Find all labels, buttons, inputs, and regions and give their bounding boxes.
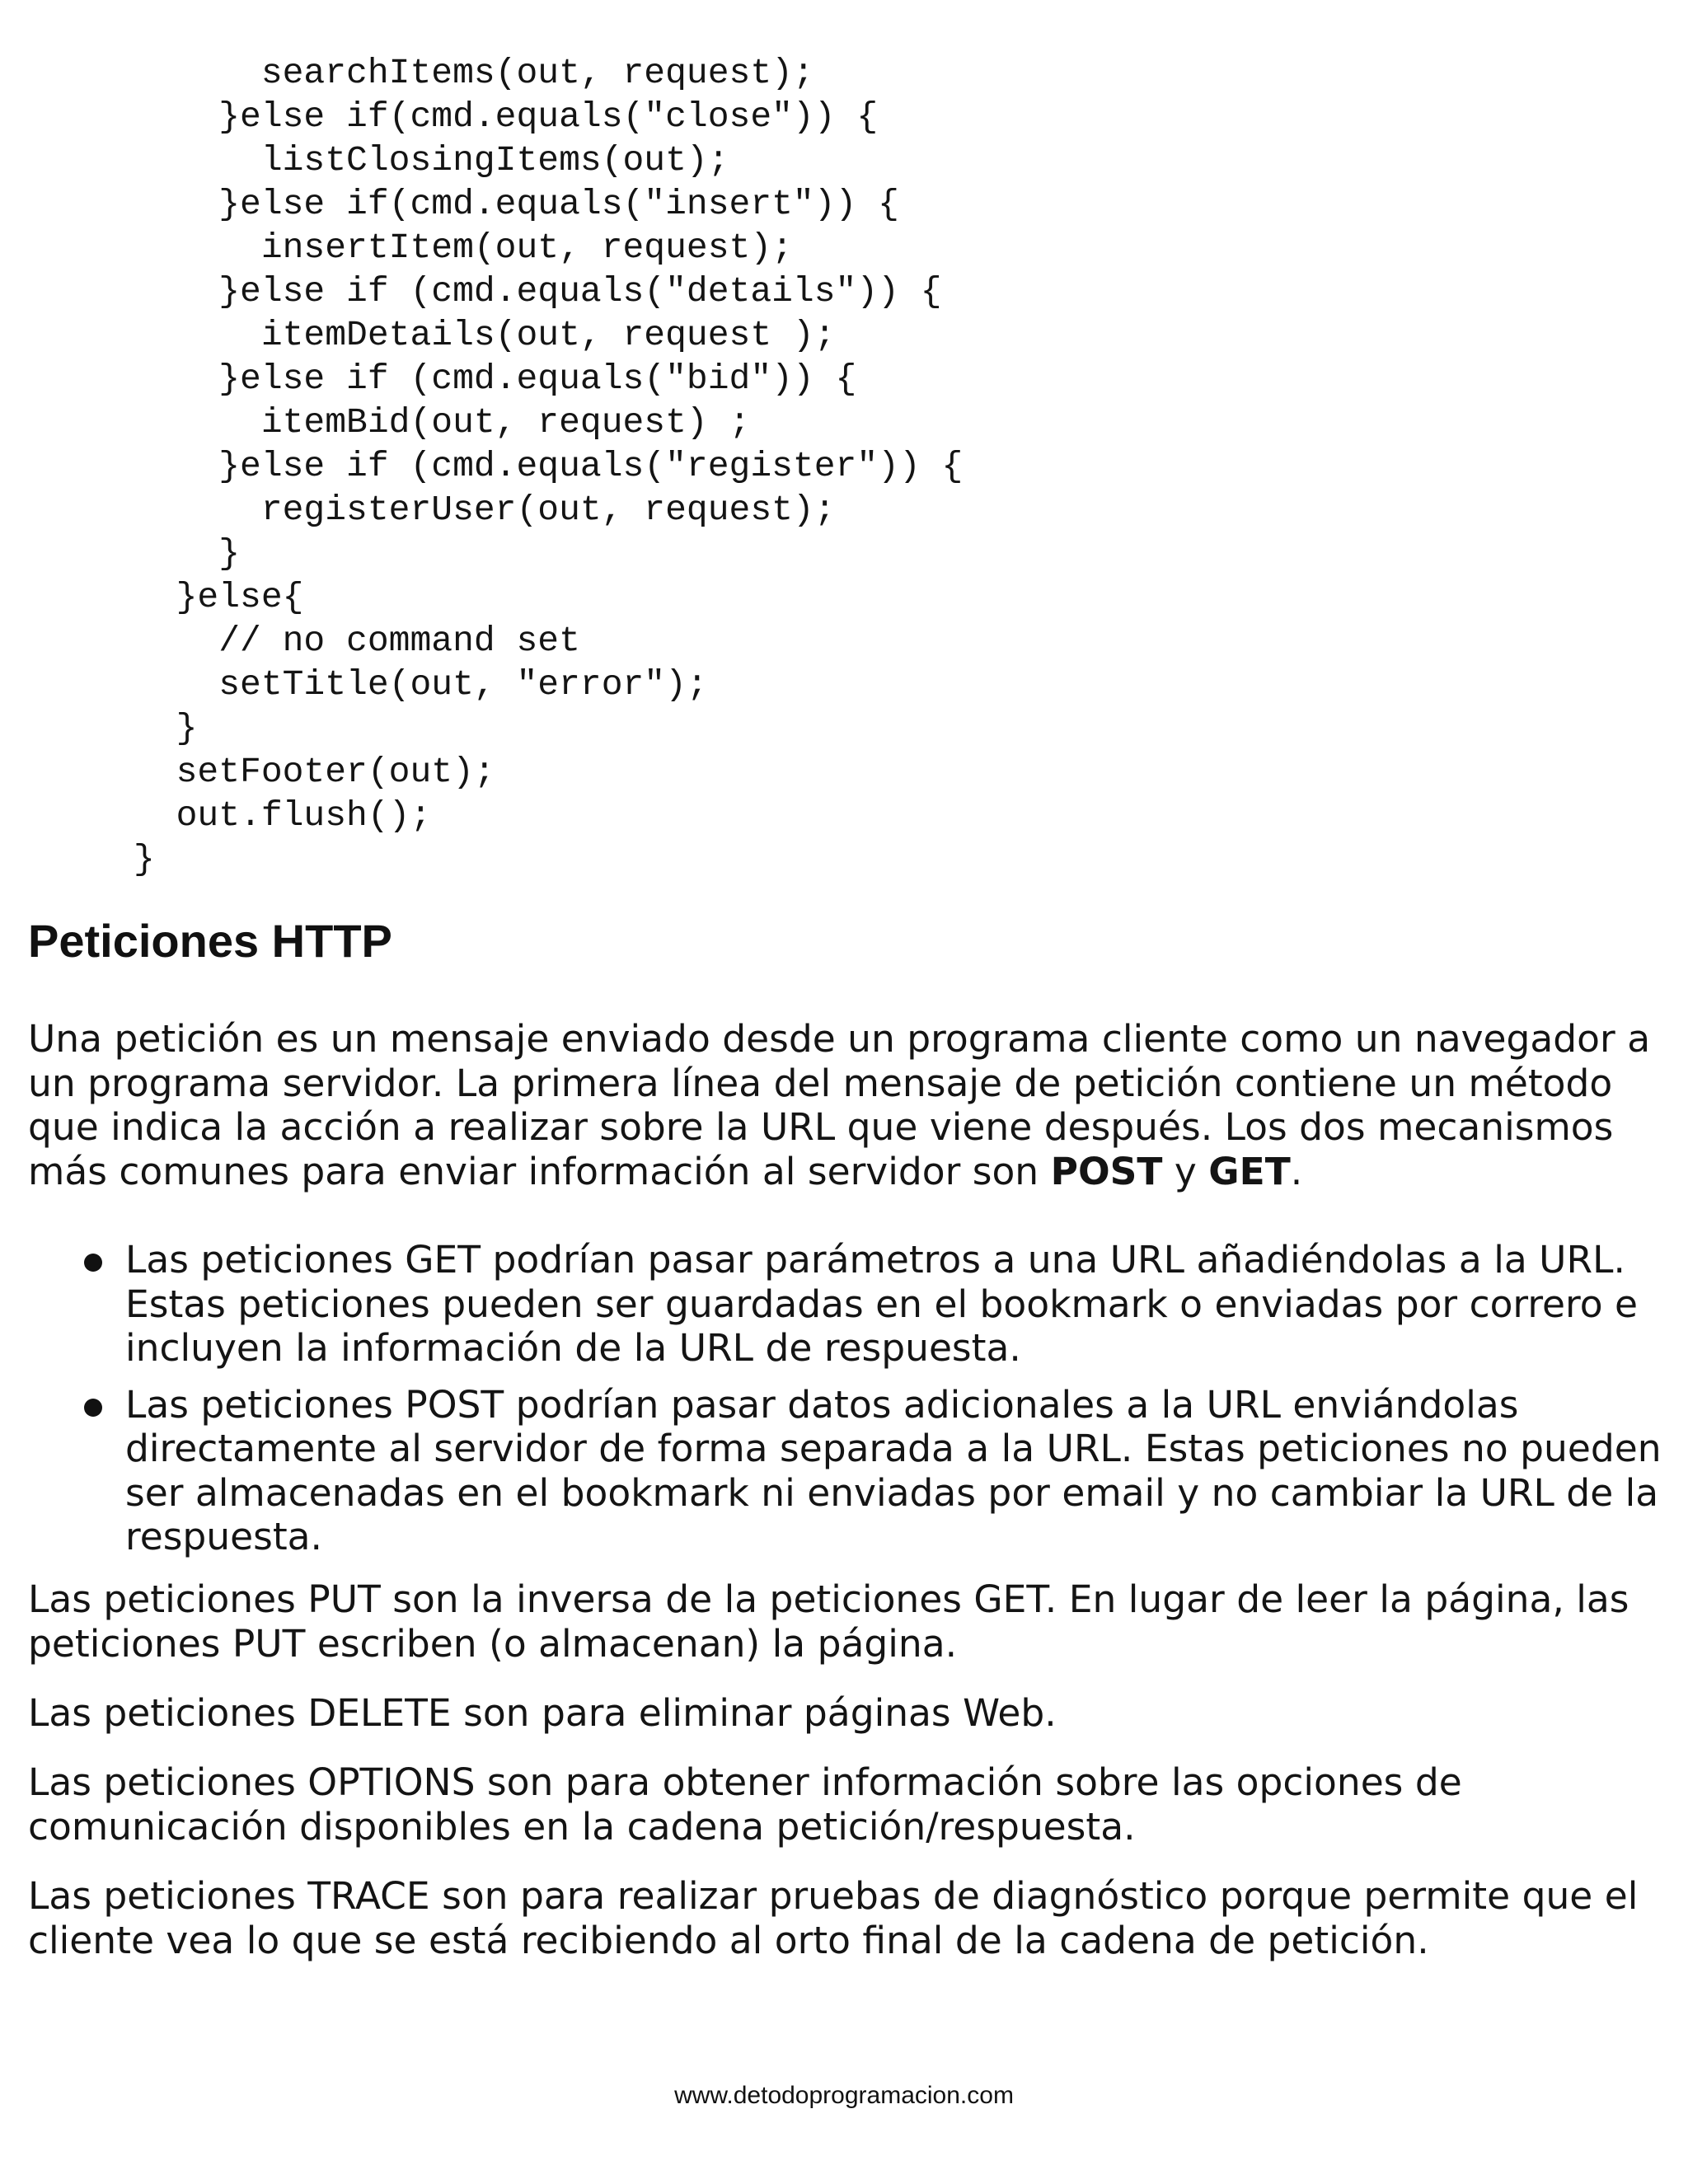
section-heading: Peticiones HTTP	[28, 915, 392, 967]
method-post-emphasis: POST	[1050, 1149, 1163, 1193]
intro-end: .	[1290, 1149, 1303, 1193]
delete-paragraph: Las peticiones DELETE son para eliminar páginas Web.	[28, 1691, 1057, 1735]
code-line: }	[134, 839, 155, 879]
bullet-icon	[84, 1399, 102, 1417]
code-line: out.flush();	[134, 795, 432, 836]
code-line: itemDetails(out, request );	[134, 315, 836, 355]
options-paragraph: Las peticiones OPTIONS son para obtener información sobre las opciones de comunicación disponibles en la cadena petición/respuesta.	[28, 1760, 1462, 1849]
code-line: searchItems(out, request);	[134, 53, 814, 93]
code-line: setTitle(out, "error");	[134, 664, 708, 705]
code-line: }else if(cmd.equals("insert")) {	[134, 184, 899, 224]
code-line: }else if (cmd.equals("details")) {	[134, 271, 942, 312]
intro-text: Una petición es un mensaje enviado desde un programa cliente como un navegador a un programa servidor. La primera línea del mensaje de petición contiene un método que indica la acción a realizar sobre la URL que viene después. Los dos mecanismos más comunes para enviar información al servidor son	[28, 1017, 1651, 1193]
code-line: registerUser(out, request);	[134, 490, 836, 530]
code-line: }else if(cmd.equals("close")) {	[134, 96, 879, 137]
trace-paragraph: Las peticiones TRACE son para realizar pruebas de diagnóstico porque permite que el cliente vea lo que se está recibiendo al orto final de la cadena de petición.	[28, 1874, 1639, 1962]
method-get-emphasis: GET	[1208, 1149, 1291, 1193]
code-line: setFooter(out);	[134, 752, 495, 792]
list-item-text: Las peticiones GET podrían pasar parámetros a una URL añadiéndolas a la URL. Estas peticiones pueden ser guardadas en el bookmark o enviadas por correro e incluyen la información de la URL de respuesta.	[125, 1238, 1639, 1370]
code-line: itemBid(out, request) ;	[134, 402, 751, 443]
list-item	[28, 1383, 1668, 1559]
code-line: }	[134, 708, 198, 748]
code-line: listClosingItems(out);	[134, 140, 729, 180]
code-line: }else{	[134, 577, 304, 617]
list-item	[28, 1238, 1668, 1371]
code-line: // no command set	[134, 621, 580, 661]
bullet-icon	[84, 1254, 102, 1272]
methods-bullet-list	[28, 1238, 1668, 1559]
footer-url: www.detodoprogramacion.com	[674, 2082, 1014, 2109]
list-item-text: Las peticiones POST podrían pasar datos adicionales a la URL enviándolas directamente al servidor de forma separada a la URL. Estas peticiones no pueden ser almacenadas en el bookmark ni enviadas por email y no cambiar la URL de la respuesta.	[125, 1382, 1662, 1558]
code-line: }	[134, 533, 241, 574]
intro-paragraph	[28, 1017, 1668, 1193]
code-line: }else if (cmd.equals("register")) {	[134, 446, 964, 486]
code-line: }else if (cmd.equals("bid")) {	[134, 359, 857, 399]
put-paragraph: Las peticiones PUT son la inversa de la peticiones GET. En lugar de leer la página, las peticiones PUT escriben (o almacenan) la página.	[28, 1577, 1629, 1666]
code-line: insertItem(out, request);	[134, 227, 793, 268]
intro-connector: y	[1162, 1149, 1209, 1193]
